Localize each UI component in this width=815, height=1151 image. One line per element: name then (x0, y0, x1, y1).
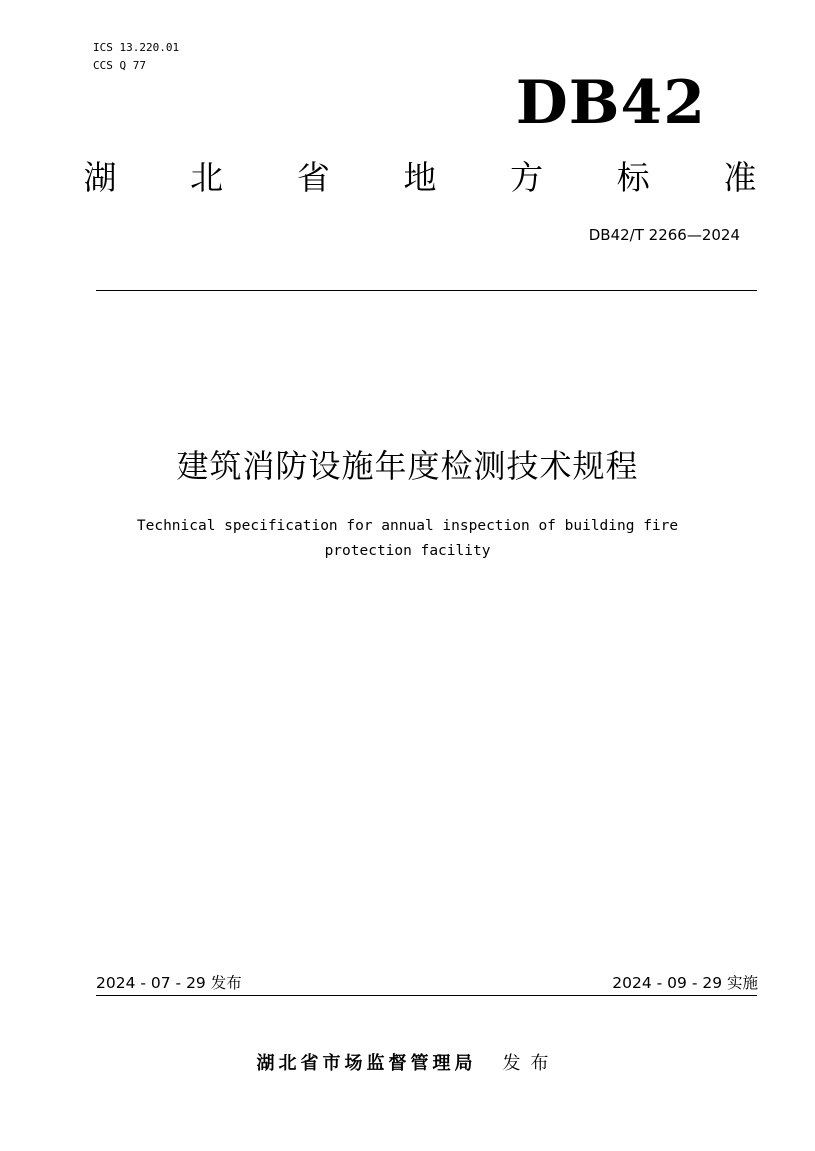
standard-type-heading (80, 155, 760, 201)
ics-code: ICS 13.220.01 (93, 41, 180, 54)
standard-type-char: 准 (723, 158, 757, 197)
issuer-organization: 湖北省市场监督管理局 (256, 1053, 477, 1074)
document-title-zh: 建筑消防设施年度检测技术规程 (176, 447, 639, 485)
standard-type-char: 方 (510, 158, 544, 197)
standard-code-logo: DB42 (515, 68, 706, 138)
standard-type-char: 省 (296, 158, 330, 197)
standard-type-char: 标 (616, 158, 650, 197)
ccs-code: CCS Q 77 (93, 59, 146, 72)
standard-type-char: 北 (190, 158, 224, 197)
standard-type-char: 湖 (83, 158, 117, 197)
standard-type-char: 地 (403, 158, 437, 197)
document-title-en: Technical specification for annual inspection of building fire protection facility (136, 518, 679, 559)
publish-date: 2024 - 07 - 29 发布 (96, 974, 242, 992)
implement-date: 2024 - 09 - 29 实施 (612, 974, 758, 992)
issuer-line (0, 1051, 815, 1077)
issuer-action: 发布 (502, 1053, 559, 1074)
footer-divider (96, 995, 757, 996)
standard-number: DB42/T 2266—2024 (588, 226, 740, 244)
header-divider (96, 290, 757, 291)
